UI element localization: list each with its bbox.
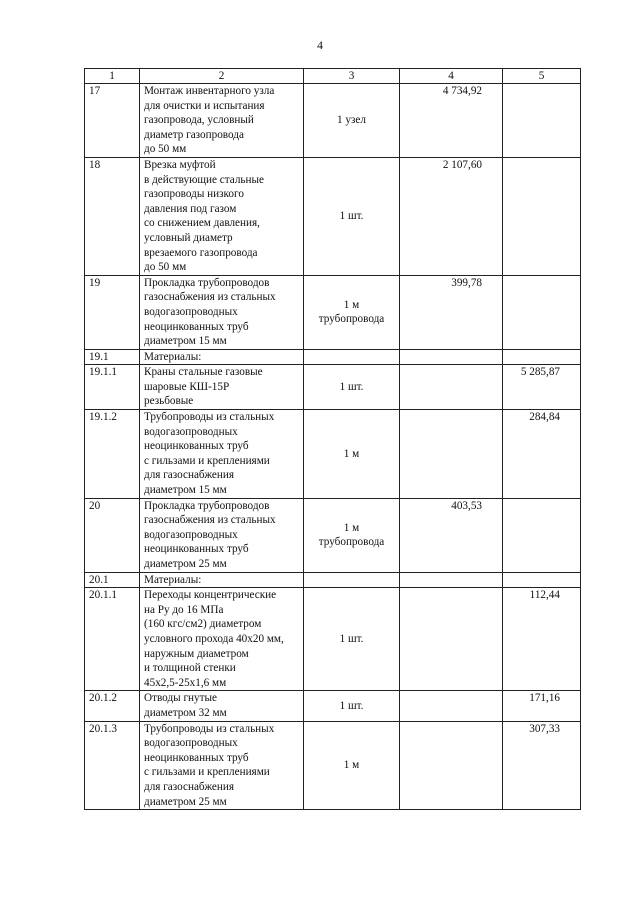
price-column-4-cell xyxy=(400,410,503,499)
unit-cell: 1 м xyxy=(304,410,400,499)
unit-cell: 1 узел xyxy=(304,84,400,158)
price-column-4-cell xyxy=(400,588,503,691)
item-number-cell: 17 xyxy=(85,84,140,158)
description-cell: Отводы гнутые диаметром 32 мм xyxy=(140,691,304,721)
table-row xyxy=(85,275,581,349)
table-row xyxy=(85,84,581,158)
description-cell: Материалы: xyxy=(140,572,304,588)
description-cell: Трубопроводы из стальных водогазопроводных неоцинкованных труб с гильзами и креплениями для газоснабжения диаметром 15 мм xyxy=(140,410,304,499)
description-cell: Трубопроводы из стальных водогазопроводных неоцинкованных труб с гильзами и креплениями для газоснабжения диаметром 25 мм xyxy=(140,721,304,810)
item-number-cell: 20.1.1 xyxy=(85,588,140,691)
table-row xyxy=(85,572,581,588)
page-number: 4 xyxy=(317,38,323,52)
item-number-cell: 18 xyxy=(85,157,140,275)
item-number-cell: 19.1 xyxy=(85,349,140,365)
table-row xyxy=(85,410,581,499)
table-row xyxy=(85,349,581,365)
description-cell: Материалы: xyxy=(140,349,304,365)
item-number-cell: 20.1 xyxy=(85,572,140,588)
unit-cell: 1 шт. xyxy=(304,365,400,410)
price-table xyxy=(84,68,581,810)
item-number-cell: 19 xyxy=(85,275,140,349)
item-number-cell: 19.1.1 xyxy=(85,365,140,410)
column-header: 1 xyxy=(85,69,140,84)
column-header: 5 xyxy=(503,69,581,84)
column-header: 2 xyxy=(140,69,304,84)
table-header-row xyxy=(85,69,581,84)
item-number-cell: 20.1.3 xyxy=(85,721,140,810)
unit-cell xyxy=(304,349,400,365)
price-column-5-cell: 307,33 xyxy=(503,721,581,810)
description-cell: Монтаж инвентарного узла для очистки и испытания газопровода, условный диаметр газопровода до 50 мм xyxy=(140,84,304,158)
price-column-4-cell: 399,78 xyxy=(400,275,503,349)
price-column-4-cell: 4 734,92 xyxy=(400,84,503,158)
table-row xyxy=(85,721,581,810)
price-column-5-cell: 171,16 xyxy=(503,691,581,721)
description-cell: Переходы концентрические на Ру до 16 МПа (160 кгс/см2) диаметром условного прохода 40х20 мм, наружным диаметром и толщиной стенки 45х2,5-25х1,6 мм xyxy=(140,588,304,691)
price-column-5-cell xyxy=(503,275,581,349)
description-cell: Прокладка трубопроводов газоснабжения из стальных водогазопроводных неоцинкованных труб диаметром 15 мм xyxy=(140,275,304,349)
description-cell: Врезка муфтой в действующие стальные газопроводы низкого давления под газом со снижением давления, условный диаметр врезаемого газопровода до 50 мм xyxy=(140,157,304,275)
unit-cell: 1 м xyxy=(304,721,400,810)
price-column-4-cell: 403,53 xyxy=(400,498,503,572)
description-cell: Прокладка трубопроводов газоснабжения из стальных водогазопроводных неоцинкованных труб диаметром 25 мм xyxy=(140,498,304,572)
table-row xyxy=(85,588,581,691)
unit-cell: 1 шт. xyxy=(304,588,400,691)
price-column-5-cell xyxy=(503,157,581,275)
unit-cell: 1 шт. xyxy=(304,157,400,275)
table-row xyxy=(85,691,581,721)
unit-cell: 1 шт. xyxy=(304,691,400,721)
price-column-5-cell xyxy=(503,349,581,365)
table-row xyxy=(85,498,581,572)
price-column-5-cell: 112,44 xyxy=(503,588,581,691)
table-row xyxy=(85,365,581,410)
price-column-4-cell xyxy=(400,721,503,810)
price-column-5-cell xyxy=(503,498,581,572)
unit-cell: 1 м трубопровода xyxy=(304,275,400,349)
price-column-4-cell xyxy=(400,365,503,410)
column-header: 3 xyxy=(304,69,400,84)
table-row xyxy=(85,157,581,275)
column-header: 4 xyxy=(400,69,503,84)
unit-cell: 1 м трубопровода xyxy=(304,498,400,572)
price-column-5-cell: 5 285,87 xyxy=(503,365,581,410)
description-cell: Краны стальные газовые шаровые КШ-15Р резьбовые xyxy=(140,365,304,410)
price-column-5-cell xyxy=(503,84,581,158)
price-column-4-cell xyxy=(400,349,503,365)
price-column-4-cell xyxy=(400,691,503,721)
price-column-5-cell: 284,84 xyxy=(503,410,581,499)
unit-cell xyxy=(304,572,400,588)
price-column-5-cell xyxy=(503,572,581,588)
item-number-cell: 20 xyxy=(85,498,140,572)
item-number-cell: 19.1.2 xyxy=(85,410,140,499)
price-column-4-cell: 2 107,60 xyxy=(400,157,503,275)
item-number-cell: 20.1.2 xyxy=(85,691,140,721)
price-column-4-cell xyxy=(400,572,503,588)
